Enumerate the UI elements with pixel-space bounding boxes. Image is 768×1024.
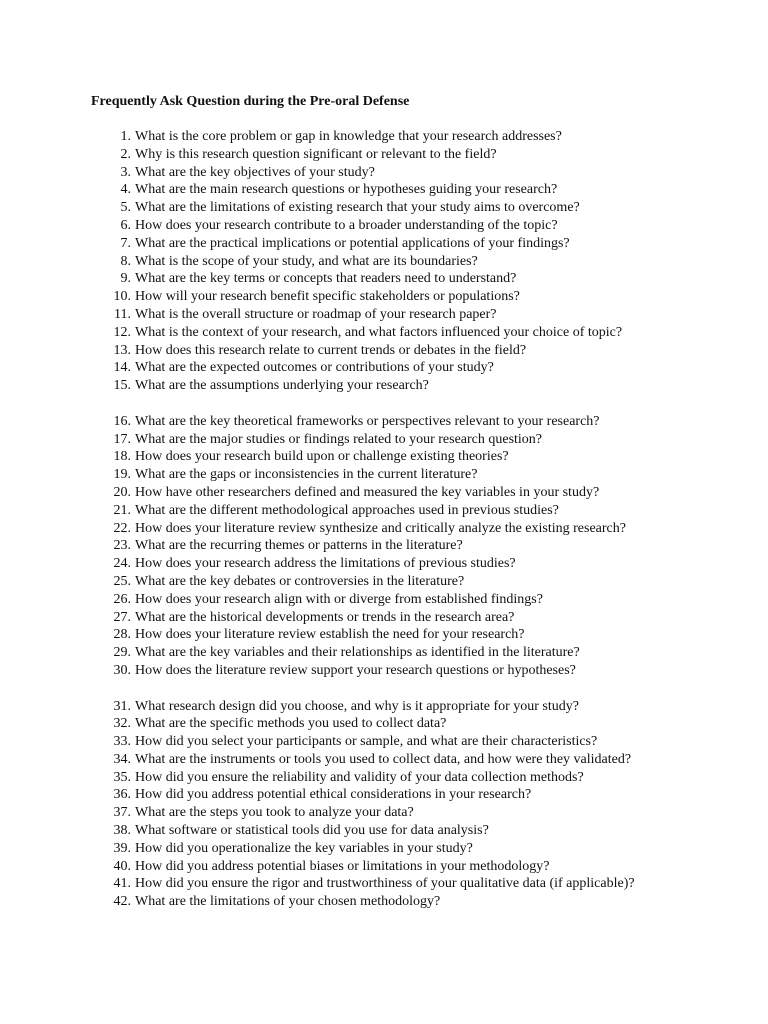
question-group [0,413,768,680]
question-item [0,609,768,627]
question-item [0,662,768,680]
question-item [0,751,768,769]
question-number: 23. [113,538,131,554]
question-number: 24. [113,556,131,572]
question-text: What are the key objectives of your study? [135,164,375,180]
question-text: What are the historical developments or trends in the research area? [135,609,515,625]
question-item [0,359,768,377]
question-text: What are the limitations of existing research that your study aims to overcome? [135,200,580,216]
question-item [0,786,768,804]
question-number: 16. [113,413,131,429]
question-item [0,822,768,840]
question-text: What are the main research questions or hypotheses guiding your research? [135,182,558,198]
question-item [0,502,768,520]
question-item [0,858,768,876]
question-number: 18. [113,449,131,465]
question-number: 39. [113,840,131,856]
question-text: What is the core problem or gap in knowledge that your research addresses? [135,129,562,144]
question-item [0,448,768,466]
question-text: What are the specific methods you used to collect data? [135,716,447,732]
question-number: 40. [113,858,131,874]
question-text: How did you operationalize the key variables in your study? [135,840,473,856]
question-text: How does your research align with or diverge from established findings? [135,591,543,607]
question-text: How does this research relate to current trends or debates in the field? [135,342,527,358]
question-item [0,769,768,787]
question-item [0,199,768,217]
question-number: 13. [113,342,131,358]
question-text: How did you select your participants or sample, and what are their characteristics? [135,734,598,750]
question-number: 33. [113,734,131,750]
question-list [0,128,768,929]
question-text: What are the recurring themes or patterns in the literature? [135,538,463,554]
question-item [0,377,768,395]
question-item [0,644,768,662]
question-item [0,270,768,288]
question-number: 12. [113,324,131,340]
question-text: What is the context of your research, and what factors influenced your choice of topic? [135,324,623,340]
question-number: 2. [120,146,131,162]
question-item [0,288,768,306]
question-group [0,128,768,395]
question-number: 42. [113,894,131,910]
question-item [0,466,768,484]
question-item [0,626,768,644]
question-number: 28. [113,627,131,643]
question-text: What are the gaps or inconsistencies in the current literature? [135,467,478,483]
question-number: 36. [113,787,131,803]
question-item [0,146,768,164]
question-number: 30. [113,662,131,678]
question-number: 21. [113,502,131,518]
question-item [0,698,768,716]
question-item [0,306,768,324]
question-text: How have other researchers defined and measured the key variables in your study? [135,484,600,500]
question-item [0,253,768,271]
question-number: 20. [113,484,131,500]
question-group [0,698,768,912]
question-text: How does your research build upon or challenge existing theories? [135,449,509,465]
question-text: How does the literature review support your research questions or hypotheses? [135,662,576,678]
question-text: Why is this research question significant or relevant to the field? [135,146,497,162]
question-text: What are the steps you took to analyze your data? [135,805,414,821]
question-item [0,235,768,253]
question-number: 35. [113,769,131,785]
question-item [0,128,768,146]
question-item [0,591,768,609]
question-text: How did you address potential biases or limitations in your methodology? [135,858,550,874]
question-text: What is the overall structure or roadmap of your research paper? [135,306,497,322]
question-item [0,324,768,342]
question-item [0,875,768,893]
question-item [0,573,768,591]
question-text: How did you address potential ethical considerations in your research? [135,787,532,803]
question-number: 41. [113,876,131,892]
question-text: What are the different methodological approaches used in previous studies? [135,502,559,518]
question-text: What software or statistical tools did you use for data analysis? [135,823,489,839]
question-number: 7. [120,235,131,251]
question-text: How did you ensure the reliability and validity of your data collection methods? [135,769,584,785]
question-number: 4. [120,182,131,198]
question-number: 25. [113,573,131,589]
question-item [0,217,768,235]
question-item [0,431,768,449]
question-text: What are the assumptions underlying your research? [135,378,429,394]
question-text: What are the practical implications or potential applications of your findings? [135,235,570,251]
question-text: What are the key theoretical frameworks or perspectives relevant to your research? [135,413,600,429]
question-number: 9. [120,271,131,287]
question-item [0,413,768,431]
question-text: What are the key debates or controversies in the literature? [135,573,465,589]
question-number: 32. [113,716,131,732]
question-text: How does your research address the limitations of previous studies? [135,556,516,572]
question-item [0,520,768,538]
question-text: What are the key variables and their relationships as identified in the literature? [135,645,580,661]
question-text: What research design did you choose, and why is it appropriate for your study? [135,698,579,714]
question-item [0,804,768,822]
question-number: 1. [120,129,131,144]
question-item [0,181,768,199]
question-item [0,484,768,502]
question-item [0,715,768,733]
question-number: 17. [113,431,131,447]
question-number: 34. [113,751,131,767]
question-item [0,537,768,555]
question-item [0,733,768,751]
question-text: What is the scope of your study, and what are its boundaries? [135,253,478,269]
question-number: 31. [113,698,131,714]
question-item [0,840,768,858]
question-number: 26. [113,591,131,607]
question-text: How did you ensure the rigor and trustworthiness of your qualitative data (if applicable)? [135,876,635,892]
question-number: 22. [113,520,131,536]
question-text: What are the instruments or tools you used to collect data, and how were they validated? [135,751,632,767]
question-text: How does your literature review synthesize and critically analyze the existing research? [135,520,626,536]
question-number: 14. [113,360,131,376]
question-item [0,342,768,360]
question-item [0,893,768,911]
question-number: 5. [120,200,131,216]
question-number: 10. [113,289,131,305]
question-text: How will your research benefit specific stakeholders or populations? [135,289,520,305]
question-text: How does your research contribute to a broader understanding of the topic? [135,217,558,233]
question-number: 19. [113,467,131,483]
question-text: How does your literature review establish the need for your research? [135,627,525,643]
question-number: 37. [113,805,131,821]
question-text: What are the major studies or findings related to your research question? [135,431,543,447]
question-text: What are the limitations of your chosen methodology? [135,894,441,910]
question-number: 11. [114,306,131,322]
question-item [0,555,768,573]
question-number: 29. [113,645,131,661]
question-number: 8. [120,253,131,269]
question-number: 27. [113,609,131,625]
question-text: What are the expected outcomes or contributions of your study? [135,360,494,376]
question-item [0,164,768,182]
question-text: What are the key terms or concepts that readers need to understand? [135,271,517,287]
question-number: 38. [113,823,131,839]
question-number: 15. [113,378,131,394]
page-title: Frequently Ask Question during the Pre-oral Defense [91,94,410,109]
question-number: 3. [120,164,131,180]
question-number: 6. [120,217,131,233]
